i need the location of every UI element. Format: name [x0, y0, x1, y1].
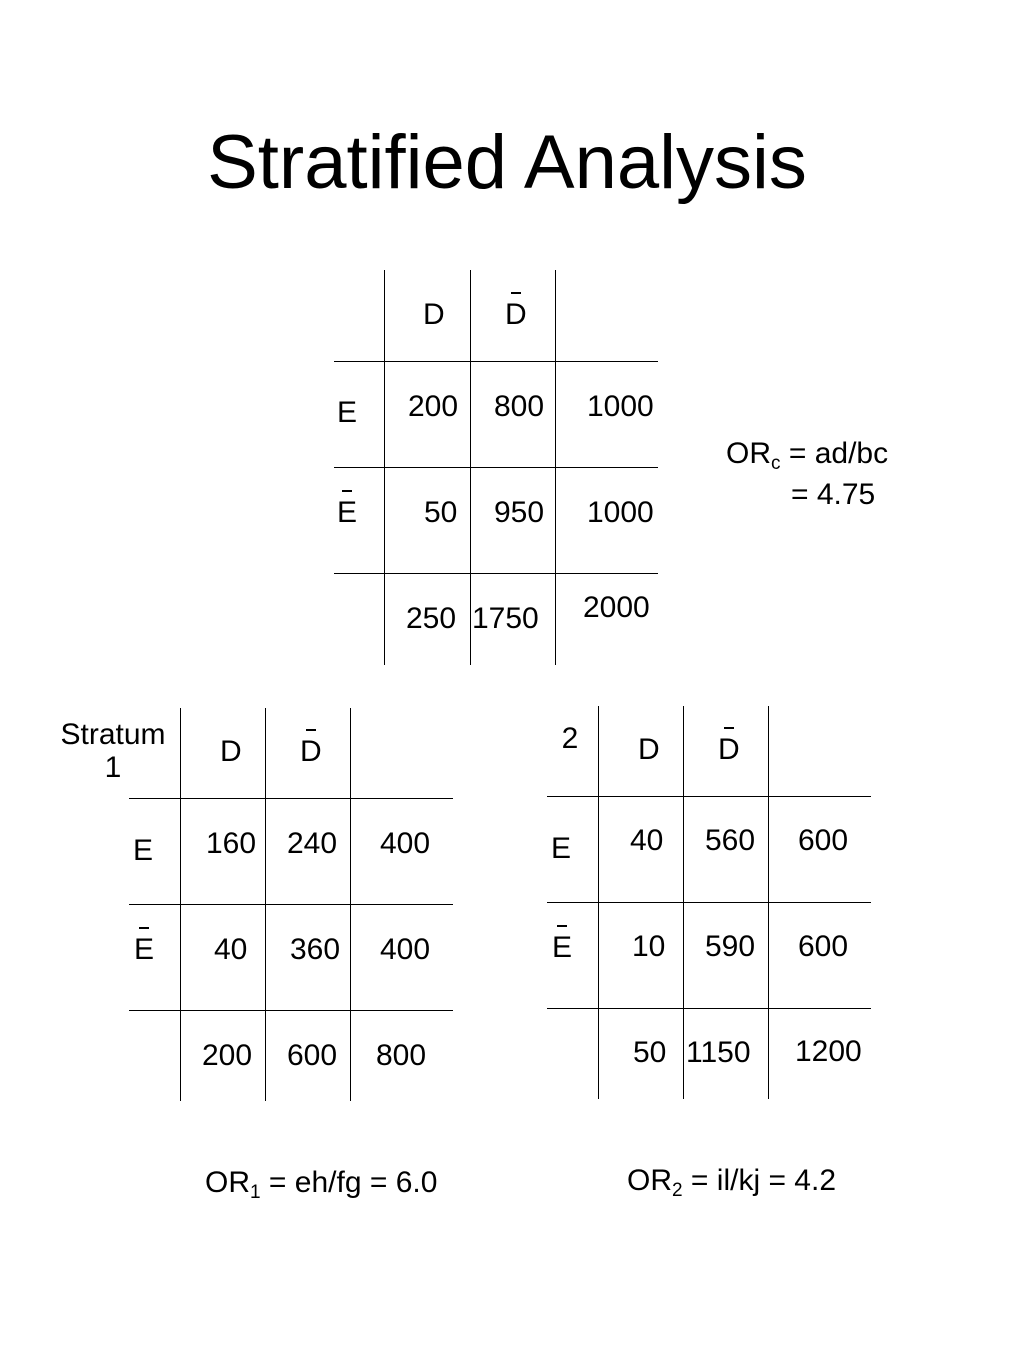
col-header-no-disease: D [505, 298, 527, 331]
table-cell: 560 [705, 824, 756, 857]
or-subscript: 1 [250, 1182, 261, 1203]
table-cell: 240 [287, 827, 338, 860]
table-grid-line [129, 798, 453, 799]
or-expression: = ad/bc [788, 437, 889, 470]
page-title: Stratified Analysis [207, 120, 807, 205]
or-prefix: OR [726, 437, 771, 470]
table-cell: 800 [376, 1039, 427, 1072]
stratum-1-odds-ratio [205, 1163, 437, 1204]
row-header-exposed: E [337, 396, 358, 429]
table-cell: 250 [406, 602, 457, 635]
stratum-2-label: 2 [561, 722, 579, 755]
table-grid-line [547, 902, 871, 903]
table-cell: 950 [494, 496, 545, 529]
table-cell: 200 [408, 390, 459, 423]
table-cell: 50 [424, 496, 458, 529]
table-cell: 400 [380, 933, 431, 966]
table-grid-line [547, 1008, 871, 1009]
or-prefix: OR [627, 1164, 672, 1197]
table-cell: 360 [290, 933, 341, 966]
or-value: = 4.75 [791, 477, 876, 511]
col-header-disease: D [423, 298, 445, 331]
table-cell: 600 [287, 1039, 338, 1072]
col-header-no-disease: D [300, 735, 322, 768]
crude-odds-ratio [726, 434, 888, 515]
stratum-1-label: Stratum 1 [60, 718, 166, 784]
table-cell: 10 [632, 930, 666, 963]
table-grid-line [129, 904, 453, 905]
table-cell: 800 [494, 390, 545, 423]
row-header-unexposed: E [552, 931, 573, 964]
table-cell: 1750 [472, 602, 539, 635]
table-cell: 590 [705, 930, 756, 963]
or-expression: = eh/fg = 6.0 [268, 1166, 438, 1199]
table-grid-line [334, 467, 658, 468]
col-header-disease: D [220, 735, 242, 768]
or-subscript: c [771, 453, 781, 474]
col-header-no-disease: D [718, 733, 740, 766]
table-cell: 50 [633, 1036, 667, 1069]
or-subscript: 2 [672, 1180, 683, 1201]
table-grid-line [129, 1010, 453, 1011]
row-header-unexposed: E [337, 496, 358, 529]
or-expression: = il/kj = 4.2 [690, 1164, 836, 1197]
table-cell: 1000 [587, 496, 654, 529]
table-cell: 40 [630, 824, 664, 857]
table-cell: 40 [214, 933, 248, 966]
table-cell: 200 [202, 1039, 253, 1072]
row-header-exposed: E [133, 834, 154, 867]
stratum-2-odds-ratio [627, 1161, 836, 1202]
table-cell: 160 [206, 827, 257, 860]
table-cell: 600 [798, 824, 849, 857]
or-prefix: OR [205, 1166, 250, 1199]
table-grid-line [334, 361, 658, 362]
table-cell: 1000 [587, 390, 654, 423]
table-cell: 600 [798, 930, 849, 963]
col-header-disease: D [638, 733, 660, 766]
table-cell: 2000 [583, 591, 650, 624]
table-cell: 400 [380, 827, 431, 860]
table-grid-line [334, 573, 658, 574]
table-cell: 1200 [795, 1035, 862, 1068]
table-grid-line [547, 796, 871, 797]
table-cell: 1150 [686, 1036, 751, 1069]
row-header-exposed: E [551, 832, 572, 865]
row-header-unexposed: E [134, 933, 155, 966]
